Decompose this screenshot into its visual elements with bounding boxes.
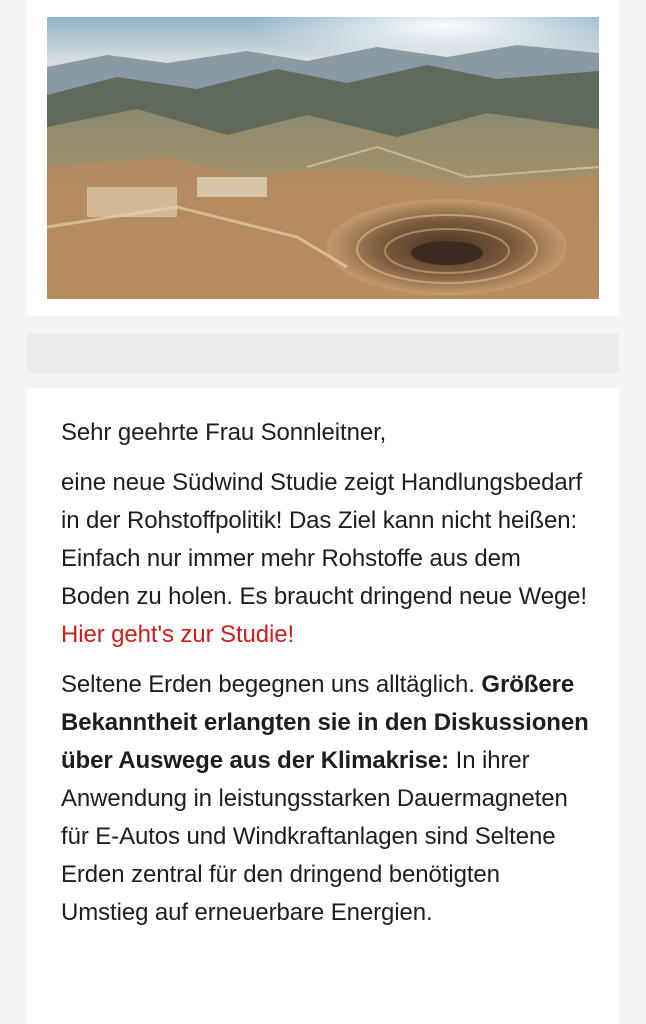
rare-earths-rest: In ihrer Anwendung in leistungsstarken Dauermagneten für E-Autos und Windkraftanlagen sind Seltene Erden zentral für den dringend benötigten Umstieg auf erneuerbare Energien.: [61, 747, 568, 926]
study-link[interactable]: Hier geht's zur Studie!: [61, 621, 295, 648]
rare-earths-bold: Größere Bekanntheit erlangten sie in den Diskussionen über Auswege aus der Klimakrise:: [61, 671, 589, 774]
hero-card: [27, 0, 619, 316]
mine-photo[interactable]: [47, 17, 599, 299]
paragraph-study-text: eine neue Südwind Studie zeigt Handlungsbedarf in der Rohstoffpolitik! Das Ziel kann nicht heißen: Einfach nur immer mehr Rohstoffe aus dem Boden zu holen. Es braucht dringend neue Wege!: [61, 469, 588, 610]
rare-earths-intro: Seltene Erden begegnen uns alltäglich.: [61, 671, 482, 698]
mine-landscape-icon: [47, 17, 599, 299]
paragraph-rare-earths: [61, 666, 591, 932]
paragraph-study: [61, 464, 591, 654]
salutation: Sehr geehrte Frau Sonnleitner,: [61, 419, 387, 446]
divider-band: [27, 333, 619, 373]
letter-card: [27, 388, 619, 1024]
letter-body: [61, 414, 591, 944]
